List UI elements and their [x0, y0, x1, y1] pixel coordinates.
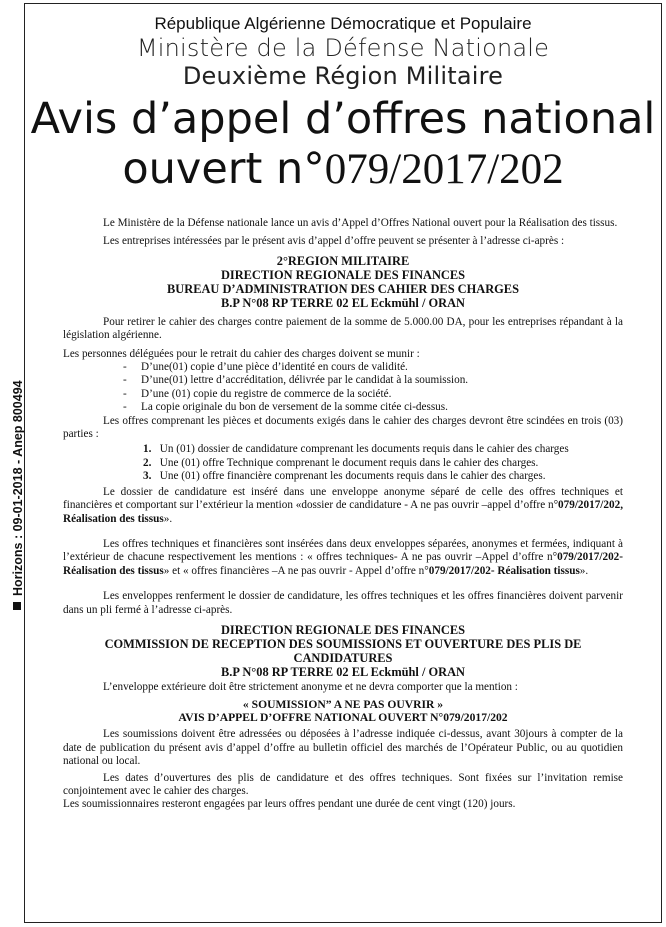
mention-line: « SOUMISSION” A NE PAS OUVRIR »: [242, 698, 444, 712]
address-line: BUREAU D’ADMINISTRATION DES CAHIER DES CHARGES: [167, 281, 519, 296]
enveloppes-paragraph: Les offres techniques et financières sont insérées dans deux enveloppes séparées, anonymes et fermées, indiquant à l’extérieur de chacune respectivement les mentions : « offres techniques- A ne pas ouvrir –Appel d’offre n°079/2017/202-Réalisation des tissus» et « offres financières –A ne pas ouvrir - Appel d’offre n°079/2017/202- Réalisation tissus».: [63, 537, 623, 577]
intro-paragraph: Les entreprises intéressées par le présent avis d’appel d’offre peuvent se présenter à l’adresse ci-après :: [103, 235, 565, 248]
list-item: 3. Une (01) offre financière comprenant les documents requis dans le cahier des charges.: [143, 470, 546, 483]
publication-reference: Horizons : 09-01-2018 - Anep 800494: [11, 380, 25, 610]
enveloppe-exterieure: L’enveloppe extérieure doit être strictement anonyme et ne devra comporter que la mention :: [103, 680, 518, 693]
delegues-list: [123, 361, 623, 415]
address-line: COMMISSION DE RECEPTION DES SOUMISSIONS ET OUVERTURE DES PLIS DE CANDIDATURES: [104, 636, 582, 665]
retrait-paragraph: Pour retirer le cahier des charges contre paiement de la somme de 5.000.00 DA, pour les entreprises répandant à la législation algérienne.: [63, 315, 623, 342]
list-item: 1. Un (01) dossier de candidature comprenant les documents requis dans le cahier des charges: [143, 443, 569, 456]
list-item: - D’une (01) copie du registre de commerce de la société.: [123, 388, 623, 401]
address-line: DIRECTION REGIONALE DES FINANCES: [220, 267, 466, 282]
region-line: Deuxième Région Militaire: [182, 62, 504, 90]
notice-title: [25, 94, 661, 195]
intro-paragraph: Le Ministère de la Défense nationale lance un avis d’Appel d’Offres National ouvert pour la Réalisation des tissus.: [103, 217, 618, 229]
address-block: [63, 254, 623, 310]
final-paragraph: Les dates d’ouvertures des plis de candidature et des offres techniques. Sont fixées sur l’invitation remise conjointement avec le cahier des charges.: [63, 771, 623, 797]
offres-intro: Les offres comprenant les pièces et documents exigés dans le cahier des charges devront être scindées en trois (03) parties :: [63, 414, 623, 441]
tender-reference: 079/2017/202: [324, 146, 564, 193]
ministry-line: Ministère de la Défense Nationale: [136, 34, 550, 62]
republic-line: République Algérienne Démocratique et Populaire: [154, 14, 532, 33]
mention-block: [63, 698, 623, 724]
pli-paragraph: Les enveloppes renferment le dossier de candidature, les offres techniques et les offres financières doivent parvenir dans un pli fermé à l’adresse ci-après.: [63, 590, 623, 616]
notice-frame: [24, 3, 662, 923]
mention-line: AVIS D’APPEL D’OFFRE NATIONAL OUVERT N°079/2017/202: [178, 711, 508, 725]
title-line-2: ouvert n°079/2017/202: [122, 144, 564, 194]
offres-list: [143, 443, 623, 483]
list-item: - D’une(01) lettre d’accréditation, délivrée par le candidat à la soumission.: [123, 374, 623, 387]
notice-header: [25, 14, 661, 195]
dossier-paragraph: Le dossier de candidature est inséré dans une enveloppe anonyme séparé de celle des offres techniques et financières et comportant sur l’extérieur la mention «dossier de candidature - A ne pas ouvrir –appel d’offre n°079/2017/202, Réalisation des tissus».: [63, 485, 623, 525]
final-paragraph: Les soumissionnaires resteront engagées par leurs offres pendant une durée de cent vingt (120) jours.: [63, 798, 516, 811]
address-line: DIRECTION REGIONALE DES FINANCES: [220, 622, 466, 637]
notice-body: [25, 217, 661, 812]
title-line-1: Avis d’appel d’offres national: [30, 94, 656, 144]
square-bullet-icon: [13, 602, 21, 610]
list-item: - La copie originale du bon de versement de la somme citée ci-dessus.: [123, 401, 623, 414]
address-line: B.P N°08 RP TERRE 02 EL Eckmühl / ORAN: [221, 295, 465, 310]
final-paragraph: Les soumissions doivent être adressées ou déposées à l’adresse indiquée ci-dessus, avant 30jours à compter de la date de publication du présent avis d’appel d’offre au bulletin officiel des marchés de l’Opérateur Public, ou au quotidien national ou local.: [63, 728, 623, 768]
address-line: 2°REGION MILITAIRE: [276, 253, 410, 268]
delegues-intro: Les personnes déléguées pour le retrait du cahier des charges doivent se munir :: [63, 347, 420, 360]
address-line: B.P N°08 RP TERRE 02 EL Eckmühl / ORAN: [221, 664, 465, 679]
list-item: - D’une(01) copie d’une pièce d’identité en cours de validité.: [123, 361, 623, 374]
address-block: [63, 623, 623, 679]
list-item: 2. Une (01) offre Technique comprenant le document requis dans le cahier des charges.: [143, 456, 539, 469]
